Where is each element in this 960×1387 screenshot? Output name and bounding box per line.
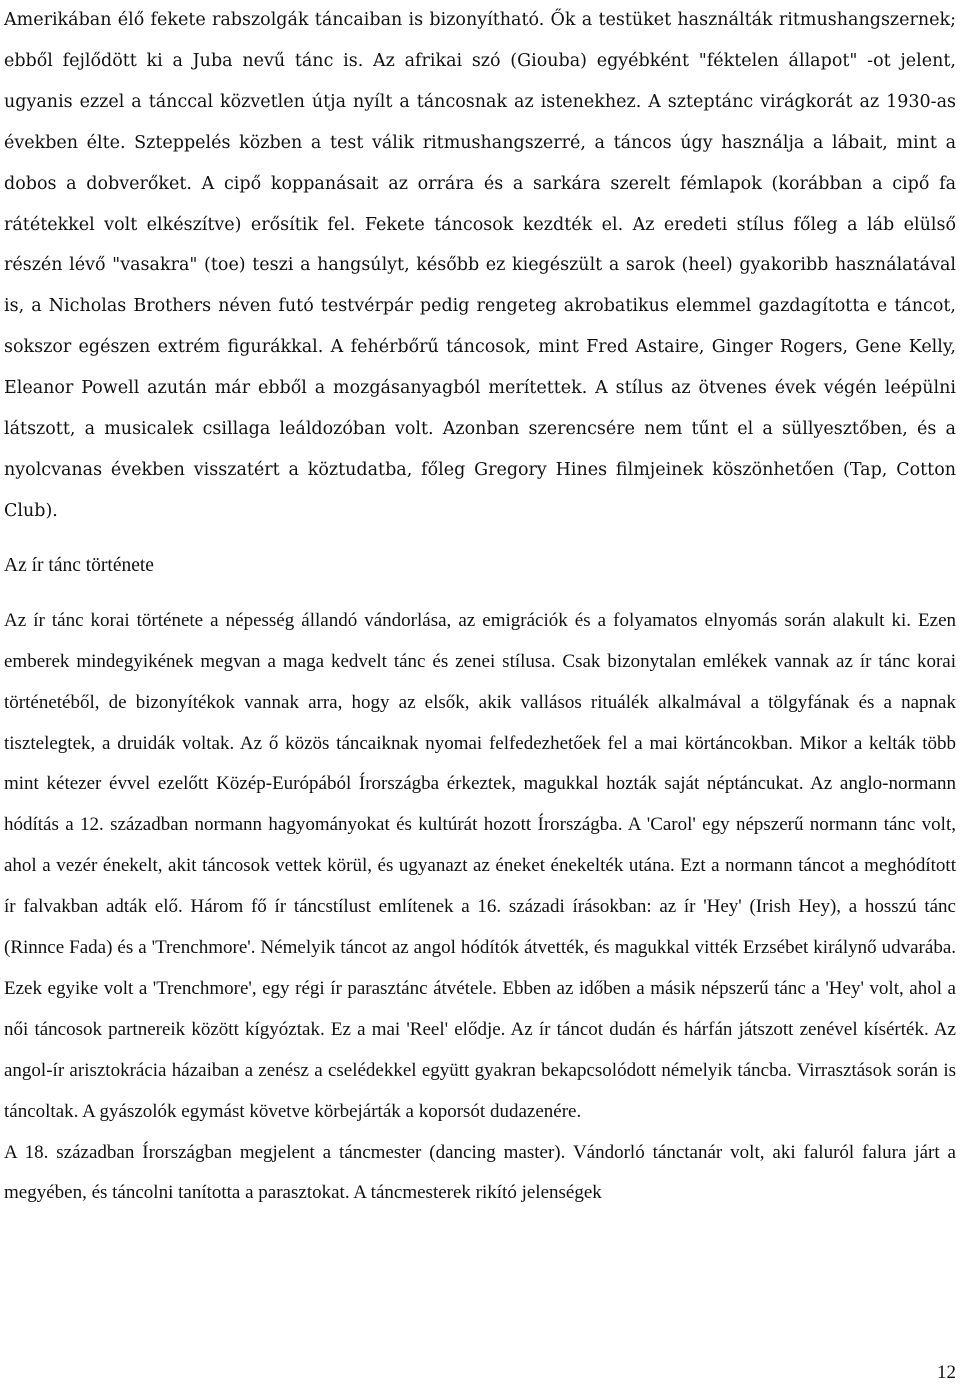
paragraph-dancing-master: A 18. században Írországban megjelent a táncmester (dancing master). Vándorló tánctanár volt, aki faluról falura járt a megyében, és táncolni tanította a parasztokat. A táncmesterek rikító jelenségek <box>4 1141 956 1204</box>
page-number: 12 <box>937 1362 956 1383</box>
document-page <box>4 0 956 1214</box>
section-heading-irish-dance-history: Az ír tánc története <box>4 554 154 576</box>
paragraph-tap-dance-history: Amerikában élő fekete rabszolgák táncaiban is bizonyítható. Ők a testüket használták ritmushangszernek; ebből fejlődött ki a Juba nevű tánc is. Az afrikai szó (Giouba) egyébként "féktelen állapot" -ot jelent, ugyanis ezzel a tánccal közvetlen útja nyílt a táncosnak az istenekhez. A szteptánc virágkorát az 1930-as években élte. Szteppelés közben a test válik ritmushangszerré, a táncos úgy használja a lábait, mint a dobos a dobverőket. A cipő koppanásait az orrára és a sarkára szerelt fémlapok (korábban a cipő fa rátétekkel volt elkészítve) erősítik fel. Fekete táncosok kezdték el. Az eredeti stílus főleg a láb elülső részén lévő "vasakra" (toe) teszi a hangsúlyt, később ez kiegészült a sarok (heel) gyakoribb használatával is, a Nicholas Brothers néven futó testvérpár pedig rengeteg akrobatikus elemmel gazdagította e táncot, sokszor egészen extrém figurákkal. A fehérbőrű táncosok, mint Fred Astaire, Ginger Rogers, Gene Kelly, Eleanor Powell azután már ebből a mozgásanyagból merítettek. A stílus az ötvenes évek végén leépülni látszott, a musicalek csillaga leáldozóban volt. Azonban szerencsére nem tűnt el a süllyesztőben, és a nyolcvanas években visszatért a köztudatba, főleg Gregory Hines filmjeinek köszönhetően (Tap, Cotton Club). <box>4 10 956 521</box>
paragraph-irish-dance-early-history: Az ír tánc korai története a népesség állandó vándorlása, az emigrációk és a folyamatos elnyomás során alakult ki. Ezen emberek mindegyikének megvan a maga kedvelt tánc és zenei stílusa. Csak bizonytalan emlékek vannak az ír tánc korai történetéből, de bizonyítékok vannak arra, hogy az elsők, akik vallásos rituálék alkalmával a tölgyfának és a napnak tisztelegtek, a druidák voltak. Az ő közös táncaiknak nyomai felfedezhetőek fel a mai körtáncokban. Mikor a kelták több mint kétezer évvel ezelőtt Közép-Európából Írországba érkeztek, magukkal hozták saját néptáncukat. Az anglo-normann hódítás a 12. században normann hagyományokat és kultúrát hozott Írországba. A 'Carol' egy népszerű normann tánc volt, ahol a vezér énekelt, akit táncosok vettek körül, és ugyanazt az éneket énekelték utána. Ezt a normann táncot a meghódított ír falvakban adták elő. Három fő ír táncstílust említenek a 16. századi írásokban: az ír 'Hey' (Irish Hey), a hosszú tánc (Rinnce Fada) és a 'Trenchmore'. Némelyik táncot az angol hódítók átvették, és magukkal vitték Erzsébet királynő udvarába. Ezek egyike volt a 'Trenchmore', egy régi ír parasztánc átvétele. Ebben az időben a másik népszerű tánc a 'Hey' volt, ahol a női táncosok partnereik között kígyóztak. Ez a mai 'Reel' elődje. Az ír táncot dudán és hárfán játszott zenével kísérték. Az angol-ír arisztokrácia házaiban a zenész a cselédekkel együtt gyakran bekapcsolódott némelyik táncba. Virrasztások során is táncoltak. A gyászolók egymást követve körbejárták a koporsót dudazenére. <box>4 609 956 1122</box>
